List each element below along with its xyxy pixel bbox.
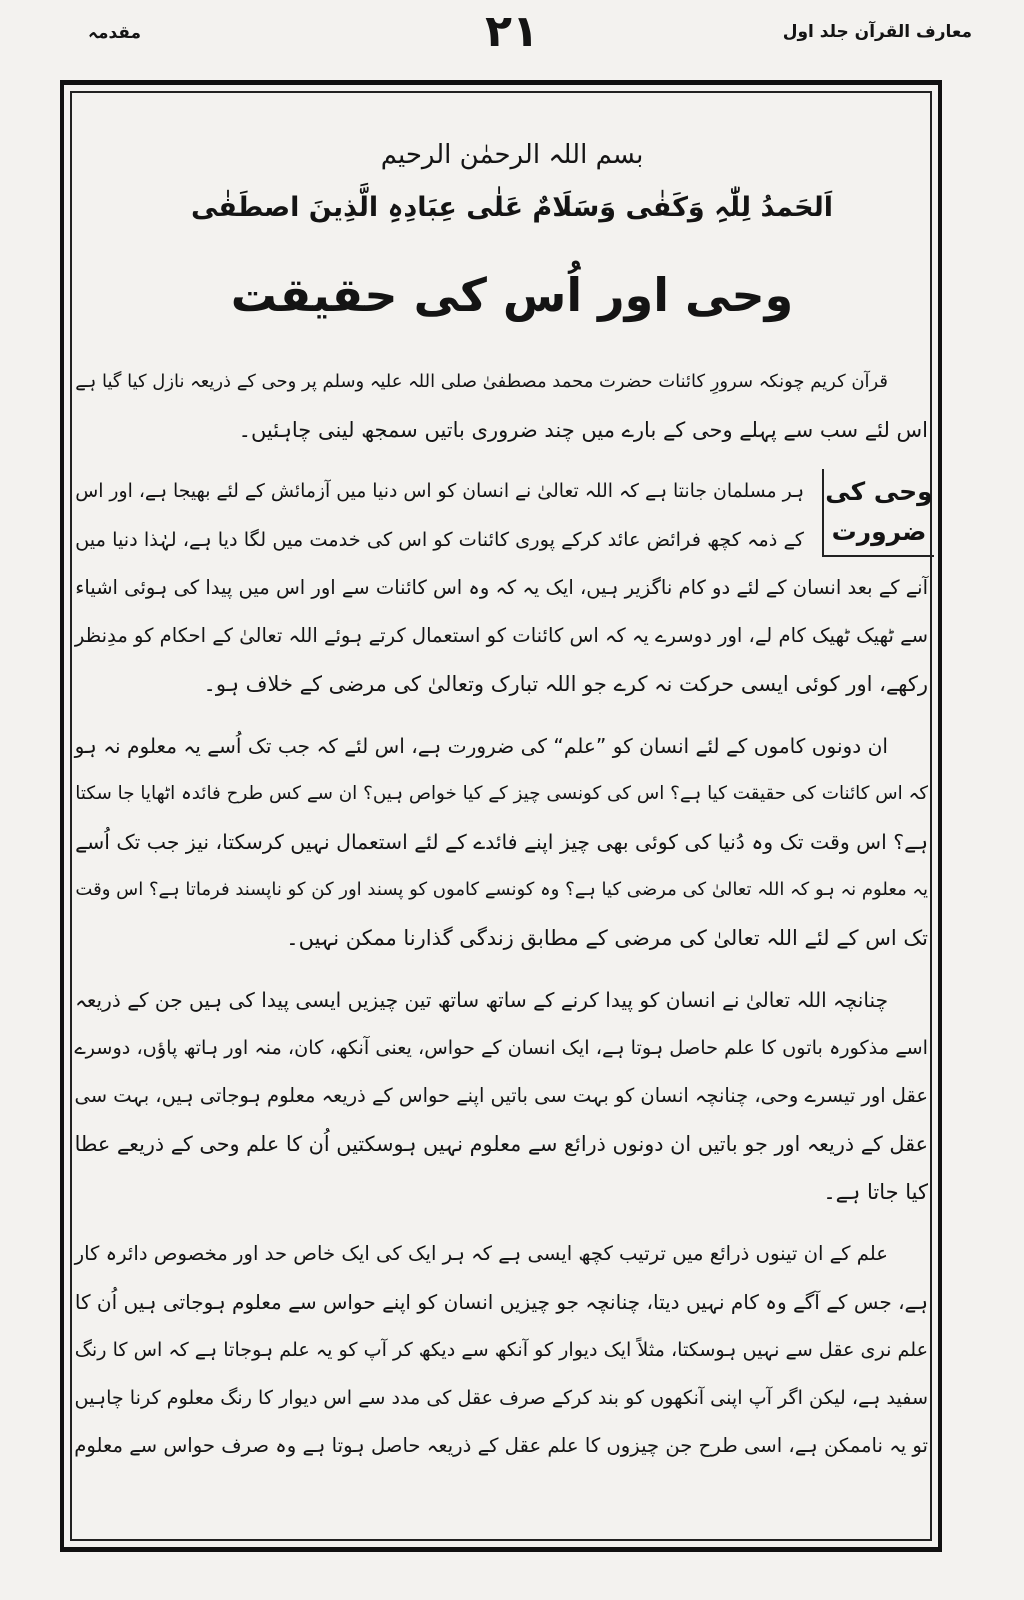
text-line: رکھے، اور کوئی ایسی حرکت نہ کرے جو اللہ تبارک وتعالیٰ کی مرضی کے خلاف ہو۔ bbox=[203, 672, 928, 696]
text-line: ان دونوں کاموں کے لئے انسان کو ”علم“ کی ضرورت ہے، اس لئے کہ جب تک اُسے یہ معلوم نہ ہو bbox=[74, 734, 888, 758]
text-line: قرآن کریم چونکہ سرورِ کائنات حضرت محمد مصطفیٰ صلی اللہ علیہ وسلم پر وحی کے ذریعہ نازل کیا گیا ہے bbox=[75, 371, 888, 392]
text-line: عقل اور تیسرے وحی، چنانچہ انسان کو بہت سی باتیں اپنے حواس کے ذریعہ معلوم ہوجاتی ہیں، بہت سی bbox=[74, 1084, 928, 1107]
paragraph bbox=[74, 1230, 932, 1470]
chapter-title: وحی اور اُس کی حقیقت bbox=[230, 268, 794, 322]
text-line: سفید ہے، لیکن اگر آپ اپنی آنکھوں کو بند کرکے صرف عقل کی مدد سے اس دیوار کا رنگ معلوم کرنا چاہیں bbox=[74, 1386, 928, 1409]
paragraph bbox=[74, 468, 932, 708]
text-line: ہے؟ اس وقت تک وہ دُنیا کی کوئی بھی چیز اپنے فائدے کے لئے استعمال نہیں کرسکتا، نیز جب تک اُسے bbox=[75, 830, 928, 854]
text-line: چنانچہ اللہ تعالیٰ نے انسان کو پیدا کرنے کے ساتھ ساتھ تین چیزیں ایسی پیدا کی ہیں جن کے ذریعہ bbox=[75, 988, 888, 1012]
text-line: تو یہ ناممکن ہے، اسی طرح جن چیزوں کا علم عقل کے ذریعہ حاصل ہوتا ہے وہ صرف حواس سے معلوم bbox=[74, 1434, 928, 1457]
text-line: اسے مذکورہ باتوں کا علم حاصل ہوتا ہے، ایک انسان کے حواس، یعنی آنکھ، کان، منہ اور ہاتھ پاؤں، دوسرے bbox=[74, 1036, 928, 1059]
text-line: تک اس کے لئے اللہ تعالیٰ کی مرضی کے مطابق زندگی گذارنا ممکن نہیں۔ bbox=[286, 926, 928, 950]
text-line: اس لئے سب سے پہلے وحی کے بارے میں چند ضروری باتیں سمجھ لینی چاہئیں۔ bbox=[238, 418, 928, 442]
paragraph bbox=[74, 976, 932, 1216]
running-header-section: مقدمہ bbox=[88, 23, 142, 43]
text-line: ہے، جس کے آگے وہ کام نہیں دیتا، چنانچہ جو چیزیں انسان کو اپنے حواس سے معلوم ہوجاتی ہیں اُن کا bbox=[74, 1290, 928, 1314]
text-line: کہ اس کائنات کی حقیقت کیا ہے؟ اس کی کونسی چیز کے کیا خواص ہیں؟ ان سے کس طرح فائدہ اٹھایا جا سکتا bbox=[75, 783, 928, 804]
paragraph bbox=[74, 358, 932, 454]
page-number: ۲۱ bbox=[485, 6, 539, 57]
text-line: کے ذمہ کچھ فرائض عائد کرکے پوری کائنات کو اس کی خدمت میں لگا دیا ہے، لہٰذا دنیا میں bbox=[75, 528, 804, 551]
text-line: ہر مسلمان جانتا ہے کہ اللہ تعالیٰ نے انسان کو اس دنیا میں آزمائش کے لئے بھیجا ہے، اور اس bbox=[75, 481, 804, 502]
text-line: یہ معلوم نہ ہو کہ اللہ تعالیٰ کی مرضی کیا ہے؟ وہ کونسے کاموں کو پسند اور کن کو ناپسند فرماتا ہے؟ اس وقت bbox=[75, 879, 928, 900]
text-line: آنے کے بعد انسان کے لئے دو کام ناگزیر ہیں، ایک یہ کہ وہ اس کائنات سے اور اس میں پیدا کی ہوئی اشیاء bbox=[75, 576, 928, 599]
text-line: سے ٹھیک ٹھیک کام لے، اور دوسرے یہ کہ اس کائنات کو استعمال کرتے ہوئے اللہ تعالیٰ کے احکام کو مدِنظر bbox=[74, 624, 928, 647]
body-text bbox=[74, 358, 932, 1484]
text-line: علم کے ان تینوں ذرائع میں ترتیب کچھ ایسی ہے کہ ہر ایک کی ایک خاص حد اور مخصوص دائرہ کار bbox=[74, 1242, 888, 1265]
text-line: علم نری عقل سے نہیں ہوسکتا، مثلاً ایک دیوار کو آنکھ سے دیکھ کر آپ کو یہ علم ہوجاتا ہے کہ اس کا رنگ bbox=[74, 1338, 928, 1361]
paragraph bbox=[74, 722, 932, 962]
opening-invocation: اَلحَمدُ لِلّٰہِ وَکَفٰی وَسَلَامٌ عَلٰی عِبَادِہِ الَّذِینَ اصطَفٰی bbox=[190, 192, 834, 223]
text-line: عقل کے ذریعہ اور جو باتیں ان دونوں ذرائع سے معلوم نہیں ہوسکتیں اُن کا علم وحی کے ذریعے عطا bbox=[74, 1132, 928, 1156]
text-line: کیا جاتا ہے۔ bbox=[823, 1180, 928, 1204]
running-header-book-title: معارف القرآن جلد اول bbox=[782, 22, 972, 42]
side-heading-text: وحی کی ضرورت bbox=[825, 477, 933, 546]
bismillah-calligraphy: بسم اللہ الرحمٰن الرحیم bbox=[380, 140, 644, 170]
